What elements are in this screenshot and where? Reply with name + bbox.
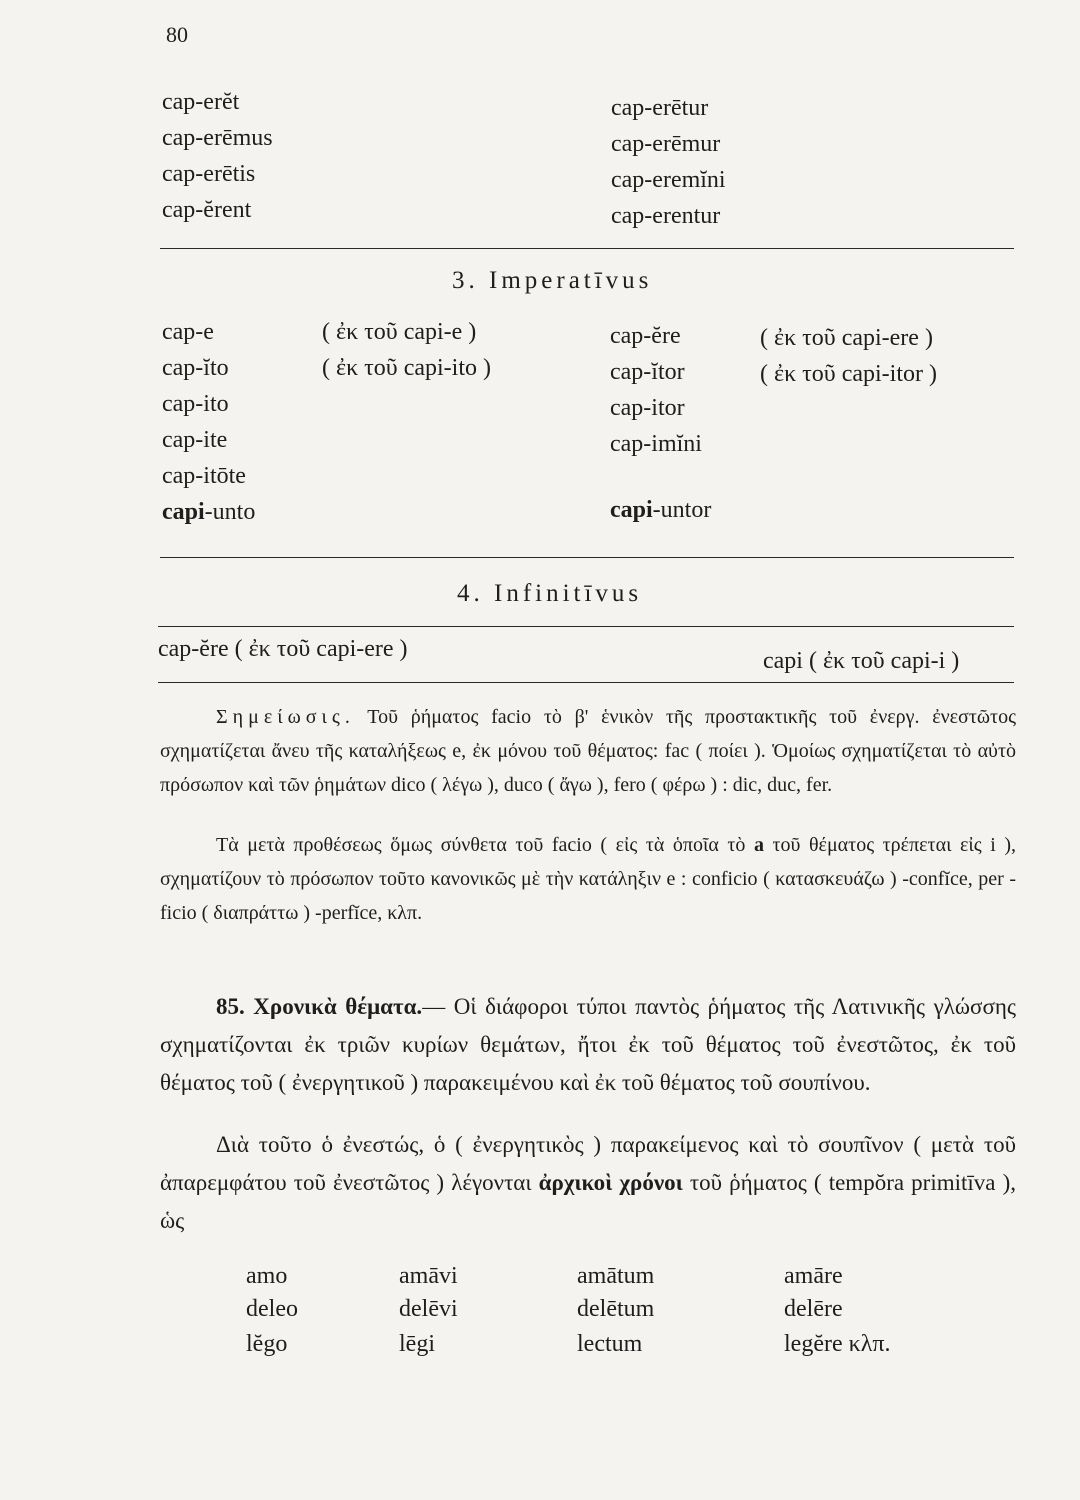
verb-form: cap-e	[162, 319, 214, 345]
imperative-passive-forms	[610, 318, 711, 528]
note-emphasis: a	[753, 834, 764, 856]
paragraph-text: — Οἱ διάφοροι τύποι παντὸς ῥήματος τῆς Λατινικῆς γλώσσης σχηματίζονται ἐκ τριῶν κυρίων θεμάτων, ἤτοι ἐκ τοῦ θέματος τοῦ ἐνεστῶτος, ἐκ τοῦ θέματος τοῦ ( ἐνεργητικοῦ ) παρακειμένου καὶ ἐκ τοῦ θέματος τοῦ σουπίνου.	[160, 994, 1016, 1095]
conjugation-passive-column	[611, 90, 726, 234]
verb-form: cap-ĭtor	[610, 359, 685, 385]
infinitive-form: delēre	[784, 1296, 843, 1322]
verb-form: cap-erēmur	[611, 131, 721, 157]
verb-form: cap-eremĭni	[611, 167, 726, 193]
verb-form: cap-erētis	[162, 161, 256, 187]
perfect-form: amāvi	[399, 1263, 458, 1289]
note-text: τοῦ θέματος τρέπεται εἰς i ), σχηματίζουν τὸ πρόσωπον τοῦτο κανονικῶς μὲ τὴν κατάληξιν e : conficio ( κατασκευάζω ) -confĭce, per - ficio ( διαπράττω ) -perfĭce, κλπ.	[160, 834, 1016, 924]
section-85-paragraph-2	[160, 1126, 1016, 1240]
note-label: Σημείωσις.	[216, 706, 355, 728]
verb-form: cap-erētur	[611, 95, 709, 121]
perfect-form: delēvi	[399, 1296, 458, 1322]
paragraph-text: τοῦ ῥήματος ( tempŏra primitīva ), ὡς	[160, 1170, 1016, 1233]
paragraph-text: Διὰ τοῦτο ὁ ἐνεστώς, ὁ ( ἐνεργητικὸς ) παρακείμενος καὶ τὸ σουπῖνον ( μετὰ τοῦ ἀπαρεμφάτου τοῦ ἐνεστῶτος ) λέγονται	[160, 1132, 1016, 1195]
imperative-active-notes	[322, 314, 491, 386]
page-number: 80	[166, 22, 188, 47]
imperative-passive-notes	[760, 320, 937, 392]
section-heading-infinitive: 4. Infinitīvus	[457, 580, 643, 607]
present-form: lĕgo	[246, 1331, 288, 1357]
verb-form: cap-ite	[162, 427, 228, 453]
verb-form: cap-erĕt	[162, 89, 240, 115]
present-form: deleo	[246, 1296, 298, 1322]
present-form: amo	[246, 1263, 288, 1289]
infinitive-active: cap-ĕre ( ἐκ τοῦ capi-ere )	[158, 636, 408, 662]
verb-form: cap-itor	[610, 395, 685, 421]
verb-form: cap-imĭni	[610, 431, 702, 457]
derivation-note: ( ἐκ τοῦ capi-itor )	[760, 361, 937, 387]
verb-form: cap-ito	[162, 391, 229, 417]
note-paragraph-2	[160, 828, 1016, 930]
verb-form: cap-ĭto	[162, 355, 229, 381]
divider	[160, 557, 1014, 558]
verb-form	[610, 492, 711, 528]
verb-form: cap-erentur	[611, 203, 721, 229]
divider	[158, 682, 1014, 683]
imperative-active-forms	[162, 314, 255, 530]
section-heading-imperative: 3. Imperatīvus	[452, 267, 653, 294]
verb-form: cap-ĕre	[610, 323, 681, 349]
note-paragraph-1	[160, 700, 1016, 802]
stem: capi	[610, 497, 653, 523]
verb-form	[162, 494, 255, 530]
infinitive-form: legĕre κλπ.	[784, 1331, 891, 1357]
divider	[158, 626, 1014, 627]
supine-form: delētum	[577, 1296, 655, 1322]
ending: -untor	[652, 497, 712, 523]
ending: -unto	[204, 499, 256, 525]
conjugation-active-column	[162, 84, 273, 228]
note-text: Τὰ μετὰ προθέσεως ὅμως σύνθετα τοῦ facio ( εἰς τὰ ὁποῖα τὸ	[216, 834, 754, 856]
supine-form: lectum	[577, 1331, 643, 1357]
section-85-paragraph-1	[160, 988, 1016, 1102]
perfect-form: lēgi	[399, 1331, 435, 1357]
stem: capi	[162, 499, 205, 525]
note-text: Τοῦ ῥήματος facio τὸ β' ἑνικὸν τῆς προστακτικῆς τοῦ ἐνεργ. ἐνεστῶτος σχηματίζεται ἄνευ τῆς καταλήξεως e, ἐκ μόνου τοῦ θέματος: fac ( ποίει ). Ὁμοίως σχηματίζεται τὸ αὐτὸ πρόσωπον καὶ τῶν ῥημάτων dico ( λέγω ), duco ( ἄγω ), fero ( φέρω ) : dic, duc, fer.	[160, 706, 1016, 796]
verb-form: cap-ĕrent	[162, 197, 252, 223]
verb-form: cap-erēmus	[162, 125, 273, 151]
verb-form: cap-itōte	[162, 463, 246, 489]
derivation-note: ( ἐκ τοῦ capi-e )	[322, 319, 477, 345]
key-term: ἀρχικοὶ χρόνοι	[538, 1170, 683, 1195]
derivation-note: ( ἐκ τοῦ capi-ito )	[322, 355, 491, 381]
infinitive-form: amāre	[784, 1263, 843, 1289]
section-title: 85. Χρονικὰ θέματα.	[216, 994, 423, 1019]
derivation-note: ( ἐκ τοῦ capi-ere )	[760, 325, 933, 351]
divider	[160, 248, 1014, 249]
infinitive-passive: capi ( ἐκ τοῦ capi-i )	[763, 648, 960, 674]
supine-form: amātum	[577, 1263, 655, 1289]
